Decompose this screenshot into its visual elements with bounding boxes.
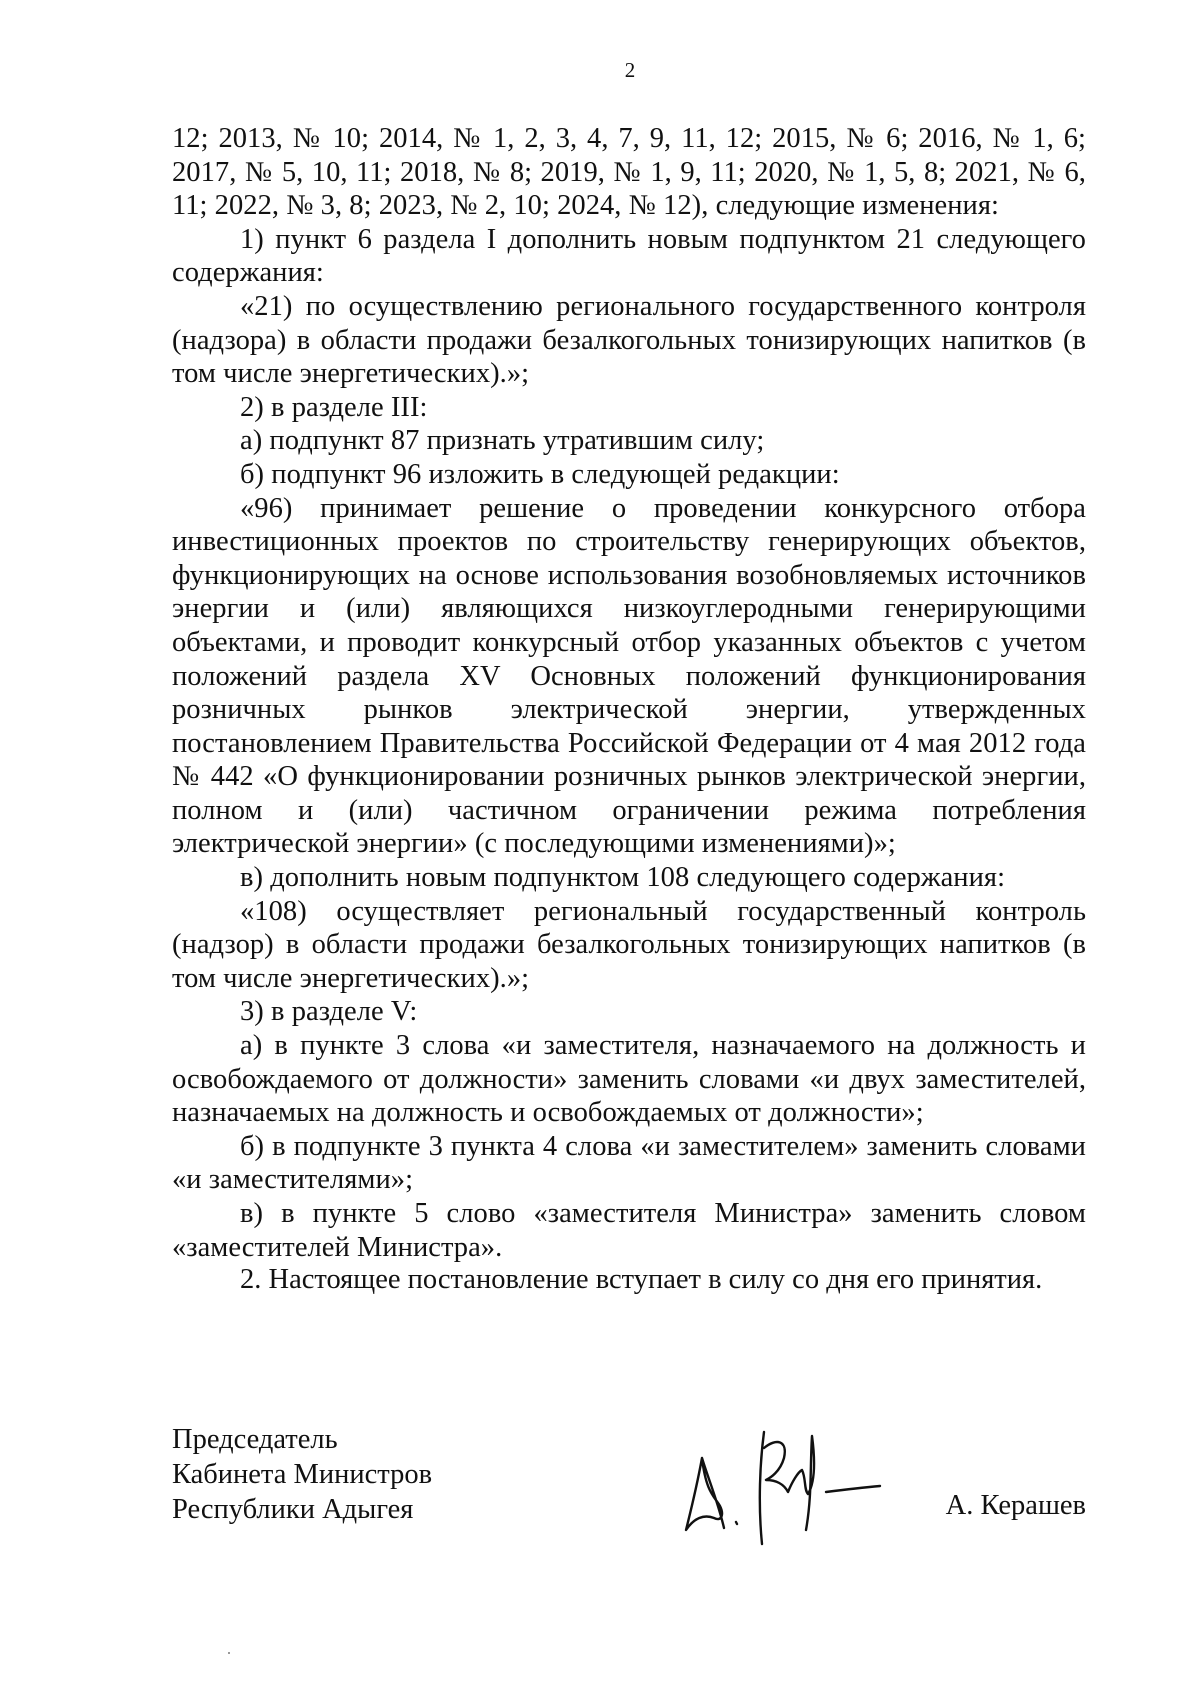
body-paragraph: «96) принимает решение о проведении конкурсного отбора инвестиционных проектов по строительству генерирующих объектов, функционирующих на основе использования возобновляемых источников энергии и (или) являющихся низкоуглеродными генерирующими объектами, и проводит конкурсный отбор указанных объектов с учетом положений раздела XV Основных положений функционирования розничных рынков электрической энергии, утвержденных постановлением Правительства Российской Федерации от 4 мая 2012 года № 442 «О функционировании розничных рынков электрической энергии, полном и (или) частичном ограничении режима потребления электрической энергии» (с последующими изменениями)»; — [172, 492, 1086, 860]
body-paragraph: 1) пункт 6 раздела I дополнить новым подпунктом 21 следующего содержания: — [172, 223, 1086, 289]
body-paragraph: «21) по осуществлению регионального государственного контроля (надзора) в области продажи безалкогольных тонизирующих напитков (в том числе энергетических).»; — [172, 290, 1086, 390]
signer-title-line: Республики Адыгея — [172, 1494, 414, 1525]
page-number: 2 — [624, 58, 636, 82]
body-paragraph: 3) в разделе V: — [240, 996, 418, 1028]
signer-title-line: Кабинета Министров — [172, 1459, 433, 1490]
body-paragraph: б) в подпункте 3 пункта 4 слова «и заместителем» заменить словами «и заместителями»; — [172, 1130, 1086, 1196]
scan-artifact — [228, 1652, 230, 1654]
handwritten-signature — [680, 1418, 890, 1548]
body-paragraph: в) в пункте 5 слово «заместителя Министра» заменить словом «заместителей Министра». — [172, 1198, 1086, 1263]
body-paragraph: 2) в разделе III: — [240, 391, 428, 423]
body-paragraph: б) подпункт 96 изложить в следующей редакции: — [240, 458, 840, 490]
body-paragraph: а) в пункте 3 слова «и заместителя, назначаемого на должность и освобождаемого от должности» заменить словами «и двух заместителей, назначаемых на должность и освобождаемых от должности»; — [172, 1030, 1086, 1129]
signer-name: А. Керашев — [945, 1490, 1086, 1521]
body-paragraph-continuation: 12; 2013, № 10; 2014, № 1, 2, 3, 4, 7, 9, 11, 12; 2015, № 6; 2016, № 1, 6; 2017, № 5, 10, 11; 2018, № 8; 2019, № 1, 9, 11; 2020, № 1, 5, 8; 2021, № 6, 11; 2022, № 3, 8; 2023, № 2, 10; 2024, № 12), следующие изменения: — [172, 123, 1086, 222]
body-paragraph: а) подпункт 87 признать утратившим силу; — [240, 425, 765, 457]
signer-title-line: Председатель — [172, 1424, 338, 1455]
effective-date-clause: 2. Настоящее постановление вступает в силу со дня его принятия. — [240, 1264, 1043, 1295]
body-paragraph: в) дополнить новым подпунктом 108 следующего содержания: — [240, 862, 1006, 894]
body-paragraph: «108) осуществляет региональный государственный контроль (надзор) в области продажи безалкогольных тонизирующих напитков (в том числе энергетических).»; — [172, 895, 1086, 994]
signer-title-block — [172, 1422, 432, 1527]
document-body — [172, 122, 1086, 1264]
